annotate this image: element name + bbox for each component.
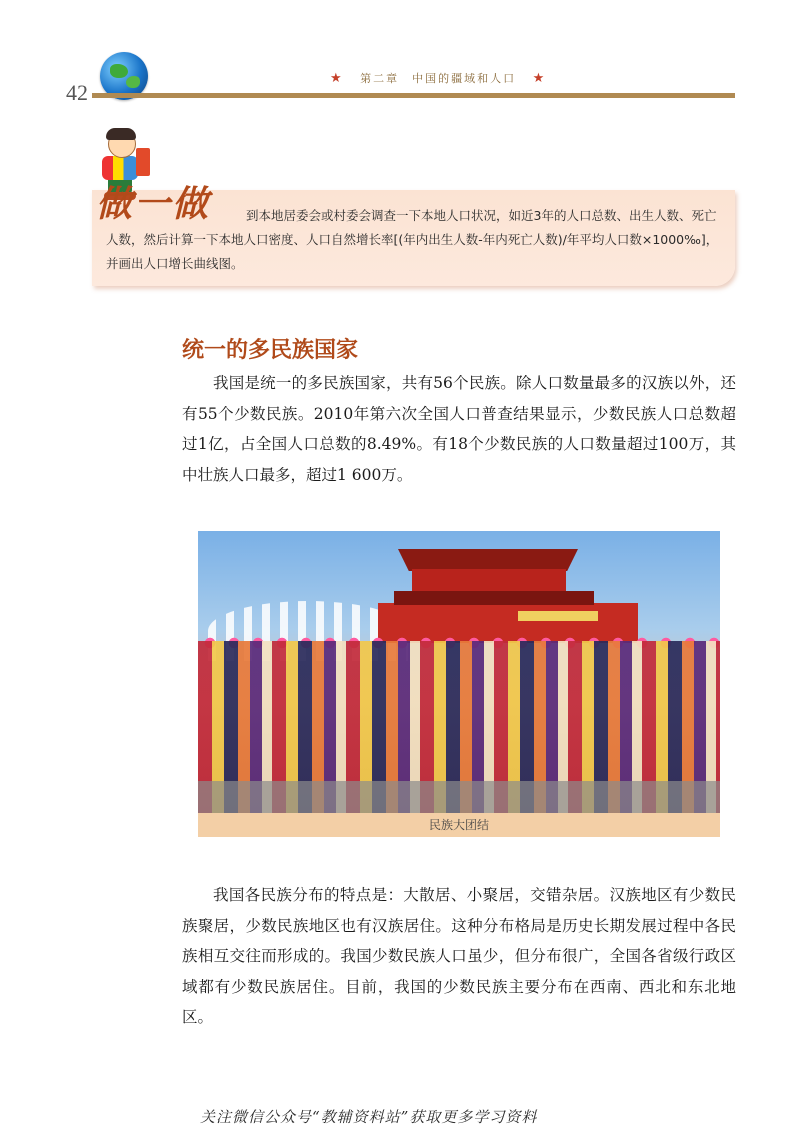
- photo-caption: 民族大团结: [198, 813, 720, 837]
- ethnic-unity-photo: [198, 531, 720, 813]
- activity-text: 到本地居委会或村委会调查一下本地人口状况，如近3年的人口总数、出生人数、死亡人数，然后计算一下本地人口密度、人口自然增长率[(年内出生人数-年内死亡人数)/年平均人口数×1000‰]，并画出人口增长曲线图。: [106, 208, 719, 271]
- paragraph-ethnic-overview: 我国是统一的多民族国家，共有56个民族。除人口数量最多的汉族以外，还有55个少数民族。2010年第六次全国人口普查结果显示，少数民族人口总数超过1亿，占全国人口总数的8.49%。有18个少数民族的人口数量超过100万，其中壮族人口最多，超过1 600万。: [182, 374, 736, 484]
- star-icon: ★: [532, 71, 547, 86]
- chapter-title: [330, 70, 546, 86]
- chapter-title-text: 第二章 中国的疆域和人口: [360, 72, 517, 85]
- page-number: 42: [66, 80, 88, 105]
- header-divider: [92, 93, 735, 98]
- activity-title: 做一做: [96, 183, 211, 225]
- star-icon: ★: [330, 71, 344, 86]
- paragraph-ethnic-distribution: 我国各民族分布的特点是：大散居、小聚居，交错杂居。汉族地区有少数民族聚居，少数民族地区也有汉族居住。这种分布格局是历史长期发展过程中各民族相互交往而形成的。我国少数民族人口虽少，但分布很广，全国各省级行政区域都有少数民族居住。目前，我国的少数民族主要分布在西南、西北和东北地区。: [182, 886, 736, 1026]
- section-heading: 统一的多民族国家: [182, 338, 359, 363]
- footer-note: 关注微信公众号“教辅资料站”获取更多学习资料: [200, 1108, 538, 1126]
